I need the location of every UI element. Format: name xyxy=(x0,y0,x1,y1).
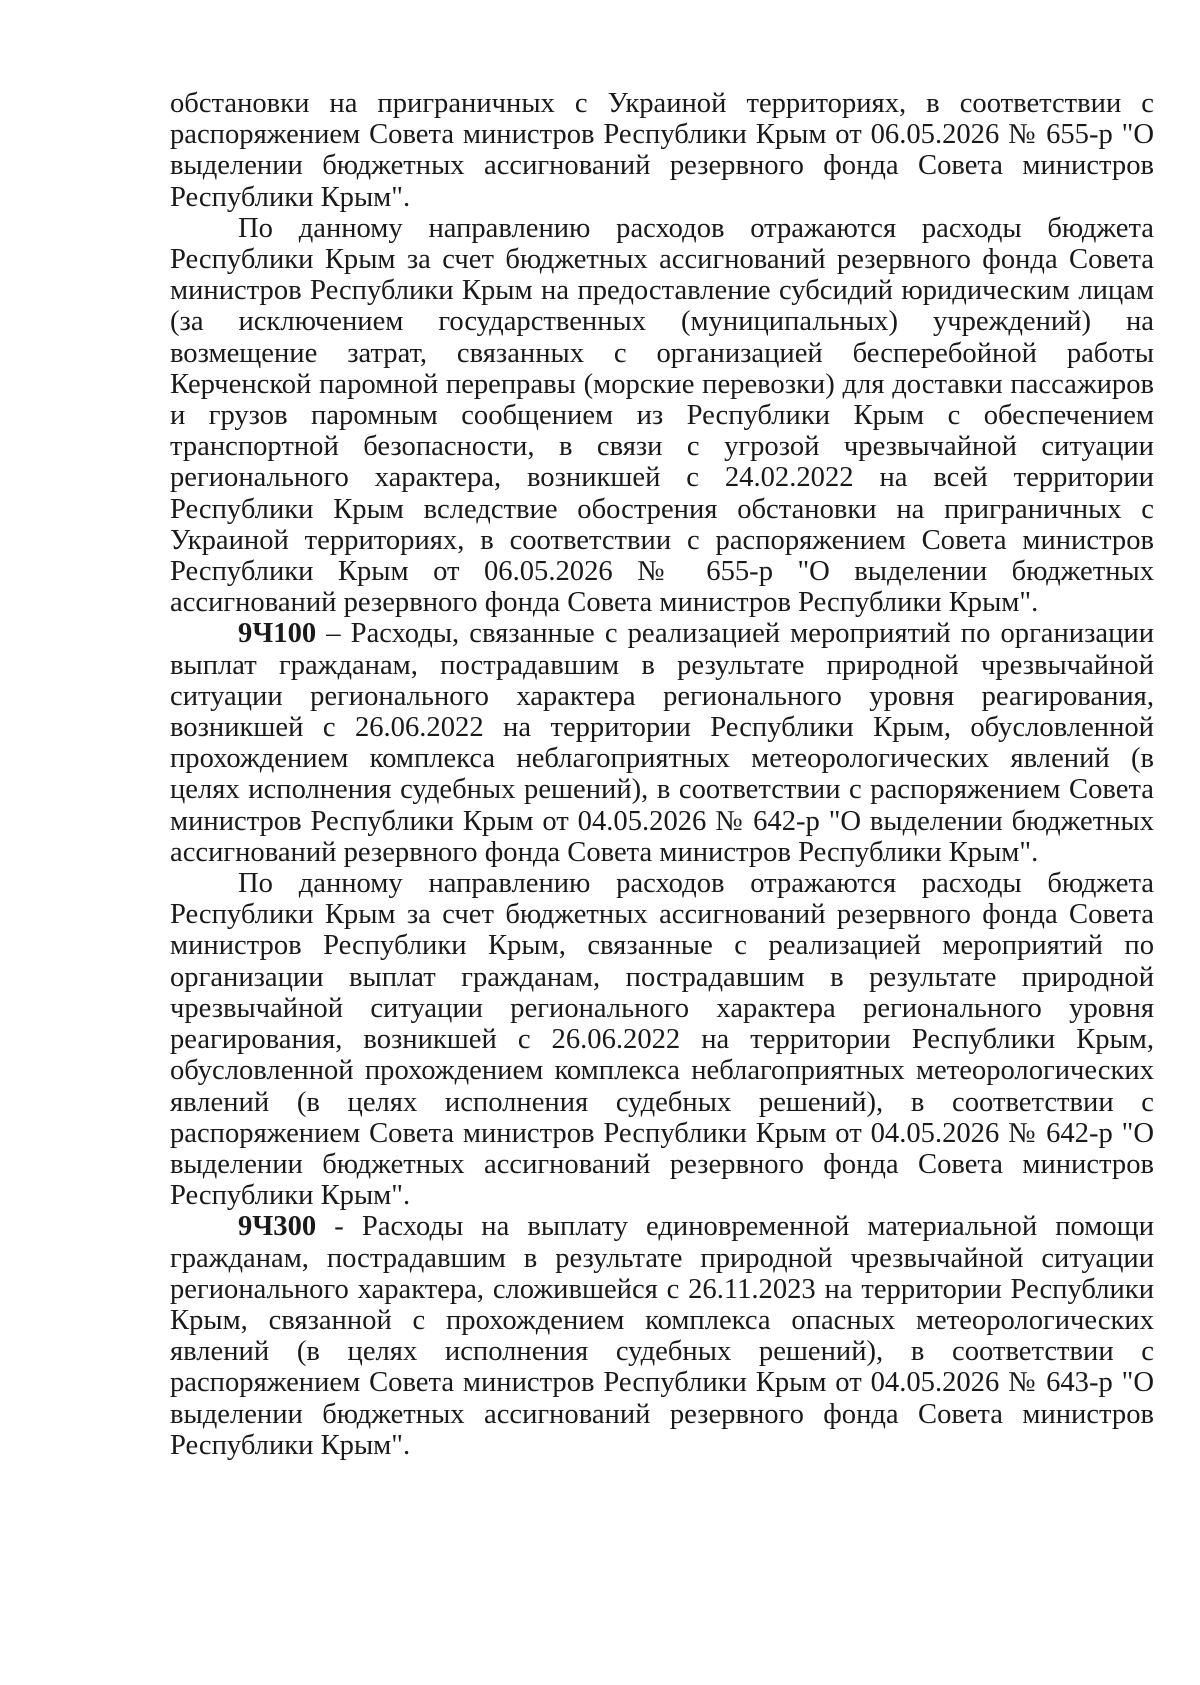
paragraph-code-9ch100 xyxy=(170,618,1154,868)
paragraph-text: - Расходы на выплату единовременной материальной помощи гражданам, пострадавшим в результате природной чрезвычайной ситуации регионального характера, сложившейся с 26.11.2023 на территории Республики Крым, связанной с прохождением комплекса опасных метеорологических явлений (в целях исполнения судебных решений), в соответствии с распоряжением Совета министров Республики Крым от 04.05.2026 № 643-р "О выделении бюджетных ассигнований резервного фонда Совета министров Республики Крым". xyxy=(170,1211,1154,1461)
document-page xyxy=(170,88,1154,1461)
paragraph-text: По данному направлению расходов отражаются расходы бюджета Республики Крым за счет бюджетных ассигнований резервного фонда Совета министров Республики Крым на предоставление субсидий юридическим лицам (за исключением государственных (муниципальных) учреждений) на возмещение затрат, связанных с организацией бесперебойной работы Керченской паромной переправы (морские перевозки) для доставки пассажиров и грузов паромным сообщением из Республики Крым с обеспечением транспортной безопасности, в связи с угрозой чрезвычайной ситуации регионального характера, возникшей с 24.02.2022 на всей территории Республики Крым вследствие обострения обстановки на приграничных с Украиной территориях, в соответствии с распоряжением Совета министров Республики Крым от 06.05.2026 № 655-р "О выделении бюджетных ассигнований резервного фонда Совета министров Республики Крым". xyxy=(170,212,1154,619)
paragraph-code-9ch300 xyxy=(170,1211,1154,1461)
paragraph-description-655 xyxy=(170,213,1154,619)
expense-code: 9Ч100 xyxy=(238,618,317,650)
paragraph-text: – Расходы, связанные с реализацией мероприятий по организации выплат гражданам, пострадавшим в результате природной чрезвычайной ситуации регионального характера регионального уровня реагирования, возникшей с 26.06.2022 на территории Республики Крым, обусловленной прохождением комплекса неблагоприятных метеорологических явлений (в целях исполнения судебных решений), в соответствии с распоряжением Совета министров Республики Крым от 04.05.2026 № 642-р "О выделении бюджетных ассигнований резервного фонда Совета министров Республики Крым". xyxy=(170,618,1154,868)
paragraph-text: обстановки на приграничных с Украиной территориях, в соответствии с распоряжением Совета министров Республики Крым от 06.05.2026 № 655-р "О выделении бюджетных ассигнований резервного фонда Совета министров Республики Крым". xyxy=(170,88,1154,213)
paragraph-text: По данному направлению расходов отражаются расходы бюджета Республики Крым за счет бюджетных ассигнований резервного фонда Совета министров Республики Крым, связанные с реализацией мероприятий по организации выплат гражданам, пострадавшим в результате природной чрезвычайной ситуации регионального характера регионального уровня реагирования, возникшей с 26.06.2022 на территории Республики Крым, обусловленной прохождением комплекса неблагоприятных метеорологических явлений (в целях исполнения судебных решений), в соответствии с распоряжением Совета министров Республики Крым от 04.05.2026 № 642-р "О выделении бюджетных ассигнований резервного фонда Совета министров Республики Крым". xyxy=(170,868,1154,1212)
expense-code: 9Ч300 xyxy=(238,1211,317,1243)
paragraph-continuation xyxy=(170,88,1154,213)
paragraph-description-642 xyxy=(170,868,1154,1211)
